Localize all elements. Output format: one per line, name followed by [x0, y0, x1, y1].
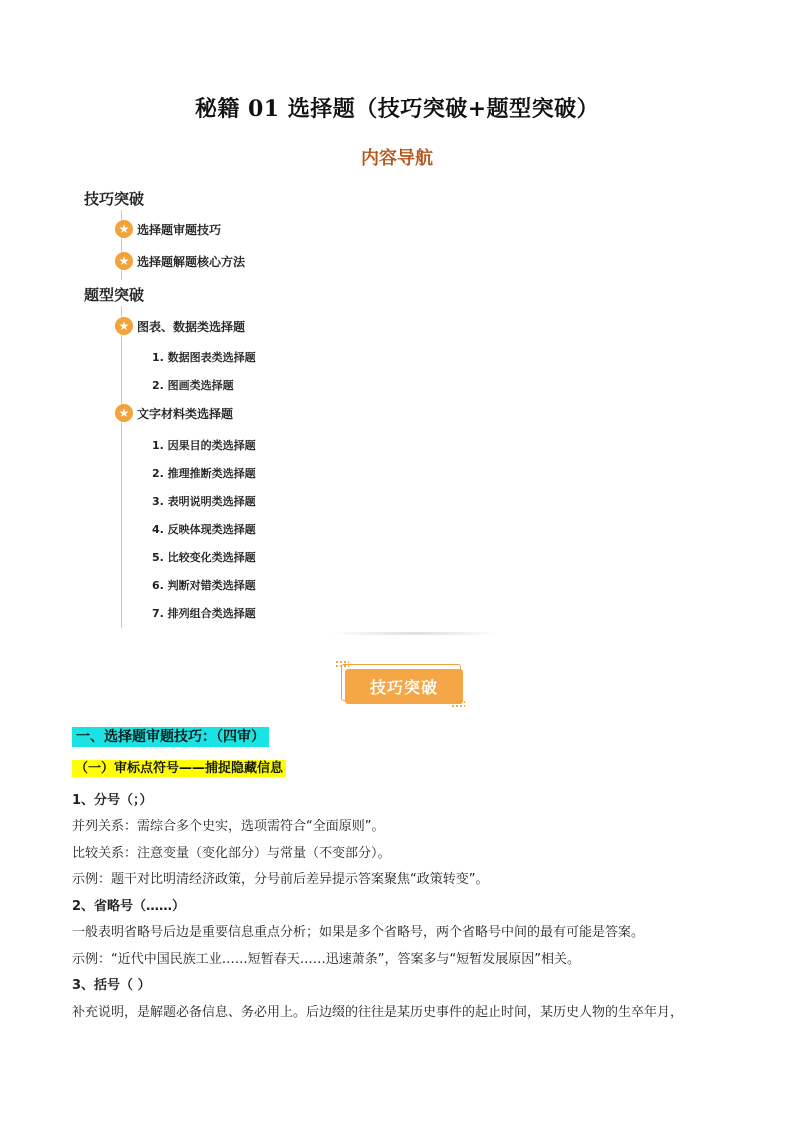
- banner-label: 技巧突破: [345, 669, 463, 704]
- star-icon: ★: [115, 220, 133, 238]
- paragraph-line: 比较关系：注意变量（变化部分）与常量（不变部分）。: [72, 846, 391, 861]
- banner-dots-decoration: [335, 660, 349, 668]
- toc-subitem: 3. 表明说明类选择题: [152, 495, 256, 508]
- toc-group-text-material: [115, 404, 233, 422]
- toc-subitem: 5. 比较变化类选择题: [152, 551, 256, 564]
- heading-highlight: 一、选择题审题技巧：（四审）: [72, 727, 269, 747]
- toc-item-label: 选择题解题核心方法: [137, 254, 246, 269]
- section-separator: [330, 632, 500, 635]
- toc-section-skills-heading: 技巧突破: [84, 190, 145, 208]
- point-semicolon-heading: 1、分号（；）: [72, 793, 153, 808]
- toc-subitem: 1. 数据图表类选择题: [152, 351, 256, 364]
- content-navigation-title: 内容导航: [361, 148, 433, 169]
- toc-item-label: 选择题审题技巧: [137, 222, 222, 237]
- toc-item-core-methods: [115, 252, 245, 270]
- point-parentheses-heading: 3、括号（ ）: [72, 978, 151, 993]
- paragraph-line: 一般表明省略号后边是重要信息重点分析；如果是多个省略号，两个省略号中间的最有可能是答案。: [72, 925, 645, 940]
- heading-review-skills: [72, 726, 269, 746]
- toc-group-label: 图表、数据类选择题: [137, 319, 246, 334]
- paragraph-line: 示例：题干对比明清经济政策，分号前后差异提示答案聚焦“政策转变”。: [72, 872, 489, 887]
- toc-subitem: 2. 推理推断类选择题: [152, 467, 256, 480]
- paragraph-line: 补充说明，是解题必备信息、务必用上。后边缀的往往是某历史事件的起止时间，某历史人物的生卒年月，: [72, 1005, 684, 1020]
- subheading-punctuation: [72, 757, 286, 776]
- toc-subitem: 2. 图画类选择题: [152, 379, 234, 392]
- toc-group-chart-data: [115, 317, 245, 335]
- point-ellipsis-heading: 2、省略号（……）: [72, 899, 186, 914]
- document-title: 秘籍 01 选择题（技巧突破+题型突破）: [194, 96, 600, 122]
- star-icon: ★: [115, 404, 133, 422]
- star-icon: ★: [115, 317, 133, 335]
- paragraph-line: 并列关系：需综合多个史实，选项需符合“全面原则”。: [72, 819, 385, 834]
- toc-section-types-heading: 题型突破: [84, 286, 145, 304]
- toc-subitem: 7. 排列组合类选择题: [152, 607, 256, 620]
- toc-group-label: 文字材料类选择题: [137, 406, 234, 421]
- toc-divider-line: [121, 306, 122, 628]
- toc-subitem: 1. 因果目的类选择题: [152, 439, 256, 452]
- paragraph-line: 示例：“近代中国民族工业……短暂春天……迅速萧条”，答案多与“短暂发展原因”相关。: [72, 952, 580, 967]
- skills-banner: [341, 664, 463, 704]
- toc-item-review-skills: [115, 220, 221, 238]
- star-icon: ★: [115, 252, 133, 270]
- subheading-highlight: （一）审标点符号——捕捉隐藏信息: [72, 760, 286, 777]
- toc-subitem: 4. 反映体现类选择题: [152, 523, 256, 536]
- toc-subitem: 6. 判断对错类选择题: [152, 579, 256, 592]
- banner-dots-decoration: [451, 700, 465, 708]
